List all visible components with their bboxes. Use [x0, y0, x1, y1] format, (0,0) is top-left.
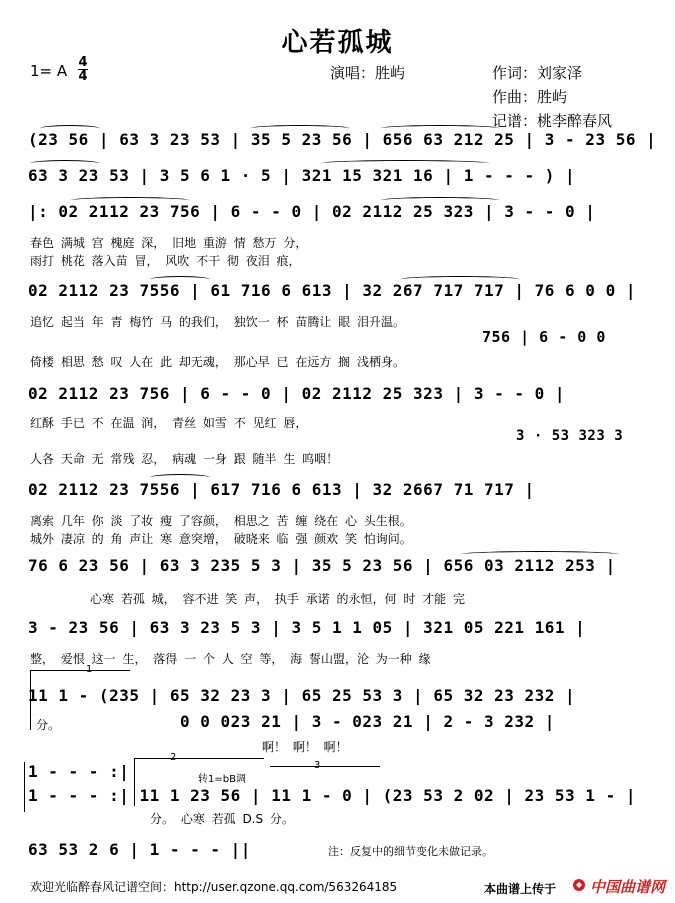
lyric-line: 啊！ 啊！ 啊！	[262, 740, 348, 754]
staff-line-2: 63 3 23 53 | 3 5 6 1 · 5 | 321 15 321 16 | 1 - - - ) |	[28, 166, 576, 185]
key-signature: 1= A	[30, 62, 68, 80]
lyric-line: 心寒 若孤 城， 容不进 笑 声， 执手 承诺 的永恒，何 时 才能 完	[90, 592, 465, 606]
time-signature	[78, 56, 88, 83]
transcriber-credit: 记谱：桃李醉春风	[492, 112, 613, 130]
volta-bracket	[30, 670, 130, 671]
staff-line-4: 02 2112 23 7556 | 61 716 6 613 | 32 267 717 717 | 76 6 0 0 |	[28, 281, 636, 300]
staff-fragment: 3 · 53 323 3	[516, 428, 624, 444]
lyric-line: 人各 天命 无 常残 忍， 病魂 一身 跟 随半 生 呜咽！	[30, 452, 339, 466]
staff-line-9: 11 1 - (235 | 65 32 23 3 | 65 25 53 3 | 65 32 23 232 |	[28, 686, 576, 705]
composer-credit: 作曲：胜屿	[492, 88, 568, 106]
lyric-line: 城外 凄凉 的 角 声让 寒 意突增， 破晓来 临 强 颜欢 笑 怕询问。	[30, 532, 412, 546]
footer-link[interactable]: 欢迎光临醉春风记谱空间：http://user.qzone.qq.com/563264185	[30, 880, 398, 894]
staff-line-1: (23 56 | 63 3 23 53 | 35 5 23 56 | 656 63 212 25 | 3 - 23 56 |	[28, 130, 657, 149]
lyric-line: 红酥 手已 不 在温 润， 青丝 如雪 不 见红 唇，	[30, 416, 308, 430]
lyric-line: 分。 心寒 若孤 D.S 分。	[150, 812, 294, 826]
lyric-line: 雨打 桃花 落入苗 冒， 风吹 不干 彻 夜泪 痕，	[30, 254, 301, 268]
volta-bracket	[134, 758, 264, 759]
volta-3-label: 3	[314, 760, 321, 771]
staff-line-11a: 1 - - - :|	[28, 762, 130, 781]
lyric-line: 分。	[36, 718, 61, 732]
time-signature-top: 4	[78, 55, 88, 70]
lyric-line: 追忆 起当 年 青 梅竹 马 的我们， 独饮一 杯 苗腾让 眼 泪升温。	[30, 315, 405, 329]
lyric-line: 倚楼 相思 愁 叹 人在 此 却无魂， 那心早 已 在远方 搁 浅栖身。	[30, 355, 405, 369]
lyric-line: 离索 几年 你 淡 了妆 瘦 了容颜， 相思之 苦 缠 绕在 心 头生根。	[30, 514, 412, 528]
volta-1-label: 1	[86, 664, 93, 675]
modulation-label: 转1=bB调	[198, 774, 246, 785]
upload-label: 本曲谱上传于	[484, 882, 557, 896]
staff-line-8: 3 - 23 56 | 63 3 23 5 3 | 3 5 1 1 05 | 321 05 221 161 |	[28, 618, 586, 637]
time-signature-bottom: 4	[78, 69, 88, 84]
volta-bracket	[24, 762, 25, 812]
score-title: 心若孤城	[281, 28, 394, 58]
lyric-line: 整， 爱恨 这一 生， 落得 一 个 人 空 等， 海 誓山盟，沦 为一种 缘	[30, 652, 431, 666]
staff-line-10: 0 0 023 21 | 3 - 023 21 | 2 - 3 232 |	[180, 712, 555, 731]
lyricist-credit: 作词：刘家泽	[492, 64, 583, 82]
brand-logo-text[interactable]: 中国曲谱网	[590, 878, 666, 896]
staff-line-3: |: 02 2112 23 756 | 6 - - 0 | 02 2112 25 323 | 3 - - 0 |	[28, 202, 596, 221]
lyric-line: 春色 满城 宫 槐庭 深， 旧地 重游 情 愁万 分，	[30, 236, 308, 250]
volta-2-label: 2	[170, 752, 177, 763]
brand-logo-icon	[572, 878, 586, 892]
transcription-note: 注：反复中的细节变化未做记录。	[328, 845, 493, 858]
staff-fragment: 756 | 6 - 0 0	[482, 328, 606, 346]
staff-line-7: 76 6 23 56 | 63 3 235 5 3 | 35 5 23 56 | 656 03 2112 253 |	[28, 556, 616, 575]
staff-line-5: 02 2112 23 756 | 6 - - 0 | 02 2112 25 323 | 3 - - 0 |	[28, 384, 566, 403]
volta-bracket	[270, 766, 380, 767]
staff-line-12: 63 53 2 6 | 1 - - - ||	[28, 840, 251, 859]
singer-credit: 演唱：胜屿	[330, 64, 406, 82]
staff-line-6: 02 2112 23 7556 | 617 716 6 613 | 32 2667 71 717 |	[28, 480, 535, 499]
staff-line-11: 1 - - - :| 11 1 23 56 | 11 1 - 0 | (23 53 2 02 | 23 53 1 - |	[28, 786, 636, 805]
